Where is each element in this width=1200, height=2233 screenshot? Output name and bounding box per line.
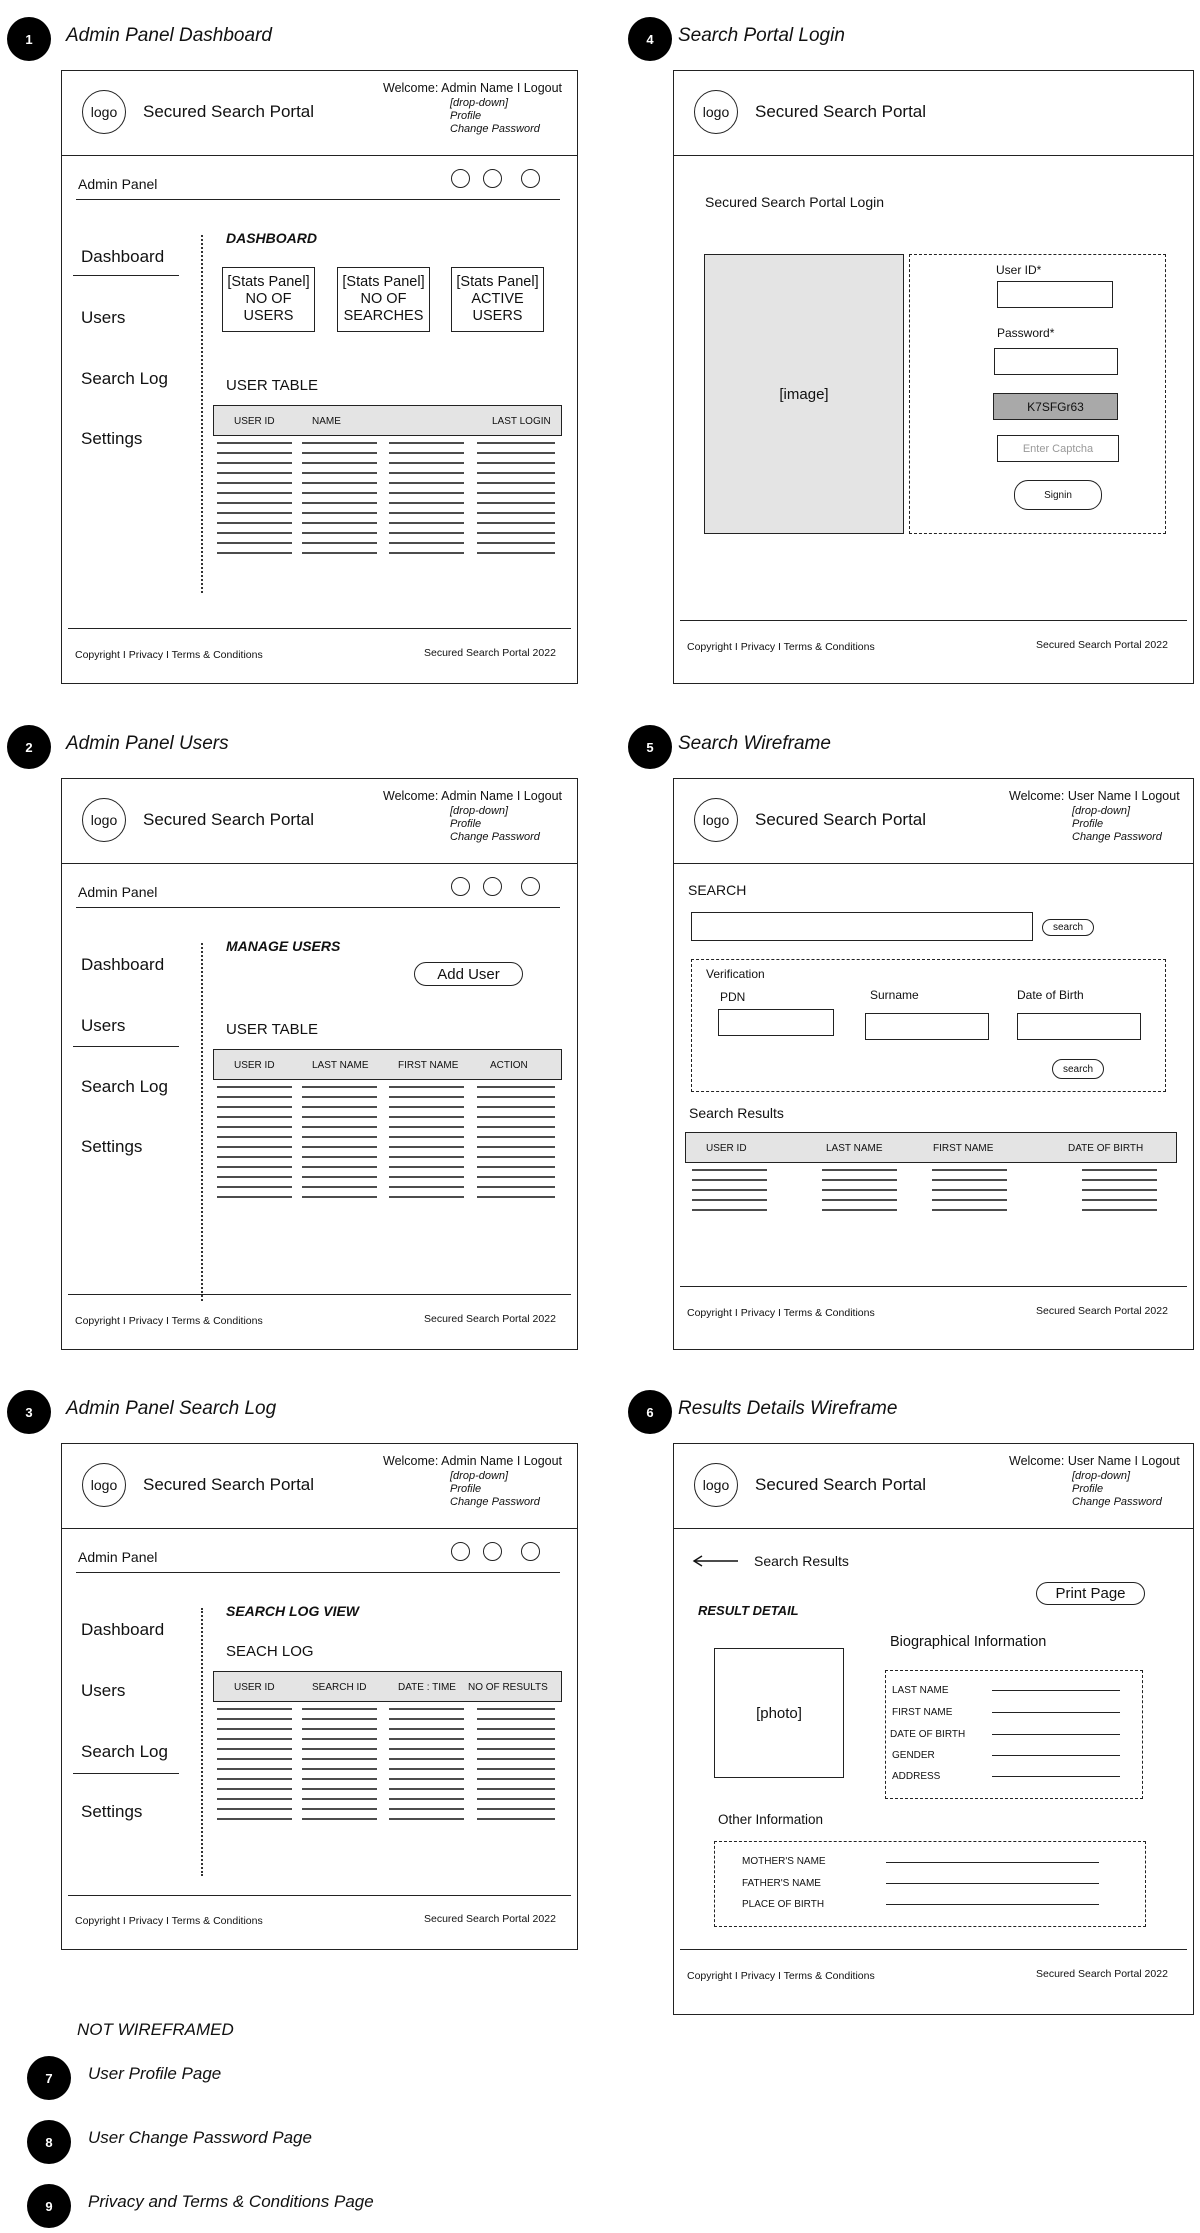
- results-rows-placeholder: [692, 1168, 1172, 1228]
- footer-links[interactable]: Copyright I Privacy I Terms & Conditions: [75, 1315, 263, 1327]
- active-nav-underline: [73, 1046, 179, 1047]
- verification-label: Verification: [706, 967, 765, 981]
- section-2-title: Admin Panel Users: [66, 733, 229, 754]
- bio-field-label: DATE OF BIRTH: [890, 1729, 966, 1740]
- footer-divider: [680, 620, 1187, 621]
- column-header: DATE OF BIRTH: [1068, 1143, 1144, 1154]
- other-field-label: FATHER'S NAME: [742, 1878, 821, 1889]
- pdn-label: PDN: [720, 990, 746, 1004]
- bio-field-value-line: [992, 1755, 1120, 1756]
- sidebar-separator: [201, 1608, 203, 1876]
- logo: logo: [694, 1463, 738, 1507]
- column-header: ACTION: [490, 1060, 528, 1071]
- admin-bar-divider: [76, 1572, 560, 1573]
- sidebar-item-users[interactable]: Users: [81, 1681, 126, 1700]
- change-password-link[interactable]: Change Password: [1072, 831, 1162, 843]
- footer-brand: Secured Search Portal 2022: [424, 1913, 556, 1925]
- footer-links[interactable]: Copyright I Privacy I Terms & Conditions: [687, 641, 875, 653]
- stats-panel-active-users: [Stats Panel] ACTIVE USERS: [451, 267, 544, 332]
- other-field-value-line: [886, 1862, 1099, 1863]
- portal-name: Secured Search Portal: [143, 810, 315, 829]
- sidebar-separator: [201, 235, 203, 593]
- header-divider: [674, 1528, 1193, 1529]
- section-6-title: Results Details Wireframe: [678, 1398, 898, 1419]
- window-circle-button[interactable]: [483, 1542, 502, 1561]
- column-header: USER ID: [706, 1143, 747, 1154]
- dropdown-label: [drop-down]: [1072, 805, 1131, 817]
- bio-field-value-line: [992, 1776, 1120, 1777]
- user-id-input[interactable]: [997, 281, 1113, 308]
- admin-users-frame: [61, 778, 578, 1350]
- column-header: LAST NAME: [826, 1143, 883, 1154]
- footer-divider: [68, 1895, 571, 1896]
- verify-search-button[interactable]: search: [1052, 1059, 1104, 1079]
- password-input[interactable]: [994, 348, 1118, 375]
- sidebar-item-dashboard[interactable]: Dashboard: [81, 247, 165, 266]
- change-password-link[interactable]: Change Password: [450, 831, 540, 843]
- dropdown-label: [drop-down]: [1072, 1470, 1131, 1482]
- stats-panel-searches: [Stats Panel] NO OF SEARCHES: [337, 267, 430, 332]
- window-circle-button[interactable]: [521, 1542, 540, 1561]
- admin-panel-label: Admin Panel: [78, 176, 158, 192]
- column-header: USER ID: [234, 1060, 275, 1071]
- column-header: NO OF RESULTS: [468, 1682, 548, 1693]
- captcha-image: K7SFGr63: [993, 393, 1118, 420]
- sidebar-item-dashboard[interactable]: Dashboard: [81, 1620, 165, 1639]
- welcome-logout-link[interactable]: Welcome: Admin Name I Logout: [383, 789, 563, 803]
- logo: logo: [82, 1463, 126, 1507]
- password-label: Password*: [997, 326, 1055, 340]
- header-divider: [62, 1528, 577, 1529]
- sidebar-item-settings[interactable]: Settings: [81, 1802, 143, 1821]
- dropdown-label: [drop-down]: [450, 805, 509, 817]
- photo-placeholder: [photo]: [714, 1648, 844, 1778]
- dropdown-label: [drop-down]: [450, 1470, 509, 1482]
- other-field-value-line: [886, 1883, 1099, 1884]
- column-header: LAST LOGIN: [492, 416, 551, 427]
- results-table-header: [685, 1132, 1177, 1163]
- column-header: USER ID: [234, 416, 275, 427]
- window-circle-button[interactable]: [483, 169, 502, 188]
- footer-divider: [68, 1294, 571, 1295]
- login-image-placeholder: [image]: [704, 254, 904, 534]
- table-rows-placeholder: [217, 1085, 562, 1215]
- change-password-link[interactable]: Change Password: [450, 123, 540, 135]
- bio-field-label: FIRST NAME: [892, 1707, 953, 1718]
- portal-name: Secured Search Portal: [755, 1475, 927, 1494]
- header-divider: [674, 155, 1193, 156]
- table-title: SEACH LOG: [226, 1643, 314, 1660]
- sidebar-separator: [201, 943, 203, 1301]
- footer-divider: [680, 1286, 1187, 1287]
- table-rows-placeholder: [217, 1707, 562, 1837]
- footer-brand: Secured Search Portal 2022: [424, 647, 556, 659]
- column-header: FIRST NAME: [933, 1143, 994, 1154]
- footer-brand: Secured Search Portal 2022: [1036, 639, 1168, 651]
- admin-dashboard-frame: [61, 70, 578, 684]
- not-wireframed-item: User Profile Page: [88, 2064, 222, 2083]
- portal-name: Secured Search Portal: [755, 810, 927, 829]
- window-circle-button[interactable]: [521, 877, 540, 896]
- admin-search-log-frame: [61, 1443, 578, 1950]
- column-header: USER ID: [234, 1682, 275, 1693]
- captcha-input[interactable]: Enter Captcha: [997, 435, 1119, 462]
- welcome-logout-link[interactable]: Welcome: Admin Name I Logout: [383, 1454, 563, 1468]
- footer-divider: [68, 628, 571, 629]
- section-6-badge: 6: [628, 1390, 672, 1434]
- search-label: SEARCH: [688, 882, 747, 898]
- section-1-badge: 1: [7, 17, 51, 61]
- table-title: USER TABLE: [226, 1021, 318, 1038]
- active-nav-underline: [73, 1773, 179, 1774]
- page-title: DASHBOARD: [226, 230, 317, 246]
- section-2-badge: 2: [7, 725, 51, 769]
- footer-links[interactable]: Copyright I Privacy I Terms & Conditions: [75, 1915, 263, 1927]
- dob-input[interactable]: [1017, 1013, 1141, 1040]
- footer-links[interactable]: Copyright I Privacy I Terms & Conditions: [687, 1970, 875, 1982]
- table-rows-placeholder: [217, 441, 562, 561]
- surname-label: Surname: [870, 988, 919, 1002]
- sidebar-item-search-log[interactable]: Search Log: [81, 1742, 168, 1761]
- profile-link[interactable]: Profile: [1072, 818, 1104, 830]
- profile-link[interactable]: Profile: [450, 110, 482, 122]
- search-input[interactable]: [691, 912, 1033, 941]
- bio-field-value-line: [992, 1690, 1120, 1691]
- other-field-label: PLACE OF BIRTH: [742, 1899, 825, 1910]
- sidebar-item-users[interactable]: Users: [81, 1016, 126, 1035]
- portal-name: Secured Search Portal: [143, 1475, 315, 1494]
- window-circle-button[interactable]: [451, 169, 470, 188]
- section-5-badge: 5: [628, 725, 672, 769]
- sidebar-item-search-log[interactable]: Search Log: [81, 1077, 168, 1096]
- print-page-button[interactable]: Print Page: [1036, 1582, 1145, 1605]
- sidebar-item-settings[interactable]: Settings: [81, 1137, 143, 1156]
- table-header: [213, 405, 562, 436]
- welcome-logout-link[interactable]: Welcome: User Name I Logout: [1009, 789, 1180, 803]
- section-5-title: Search Wireframe: [678, 733, 831, 754]
- window-circle-button[interactable]: [521, 169, 540, 188]
- bio-title: Biographical Information: [890, 1634, 1047, 1650]
- search-button[interactable]: search: [1042, 919, 1094, 936]
- portal-name: Secured Search Portal: [755, 102, 927, 121]
- signin-button[interactable]: Signin: [1014, 480, 1102, 510]
- result-details-frame: [673, 1443, 1194, 2015]
- section-3-badge: 3: [7, 1390, 51, 1434]
- logo: logo: [694, 90, 738, 134]
- other-field-value-line: [886, 1904, 1099, 1905]
- column-header: DATE : TIME: [398, 1682, 456, 1693]
- active-nav-underline: [73, 275, 179, 276]
- column-header: SEARCH ID: [312, 1682, 367, 1693]
- back-arrow-icon[interactable]: [692, 1554, 740, 1568]
- login-frame: [673, 70, 1194, 684]
- profile-link[interactable]: Profile: [450, 818, 482, 830]
- user-id-label: User ID*: [996, 263, 1042, 277]
- item-9-badge: 9: [27, 2184, 71, 2228]
- other-field-label: MOTHER'S NAME: [742, 1856, 826, 1867]
- results-title: Search Results: [689, 1105, 784, 1121]
- section-4-badge: 4: [628, 17, 672, 61]
- welcome-logout-link[interactable]: Welcome: User Name I Logout: [1009, 1454, 1180, 1468]
- page-title: RESULT DETAIL: [698, 1603, 799, 1618]
- page-title: MANAGE USERS: [226, 938, 341, 954]
- logo: logo: [694, 798, 738, 842]
- table-title: USER TABLE: [226, 377, 318, 394]
- portal-name: Secured Search Portal: [143, 102, 315, 121]
- dob-label: Date of Birth: [1017, 988, 1084, 1002]
- section-3-title: Admin Panel Search Log: [66, 1398, 277, 1419]
- window-circle-button[interactable]: [451, 1542, 470, 1561]
- footer-divider: [680, 1949, 1187, 1950]
- item-7-badge: 7: [27, 2056, 71, 2100]
- column-header: FIRST NAME: [398, 1060, 459, 1071]
- bio-field-label: ADDRESS: [892, 1771, 941, 1782]
- profile-link[interactable]: Profile: [1072, 1483, 1104, 1495]
- header-divider: [62, 863, 577, 864]
- back-to-results-link[interactable]: Search Results: [754, 1553, 849, 1569]
- header-divider: [674, 863, 1193, 864]
- table-header: [213, 1049, 562, 1080]
- profile-link[interactable]: Profile: [450, 1483, 482, 1495]
- footer-brand: Secured Search Portal 2022: [1036, 1968, 1168, 1980]
- sidebar-item-dashboard[interactable]: Dashboard: [81, 955, 165, 974]
- admin-panel-label: Admin Panel: [78, 884, 158, 900]
- stats-panel-users: [Stats Panel] NO OF USERS: [222, 267, 315, 332]
- footer-links[interactable]: Copyright I Privacy I Terms & Conditions: [75, 649, 263, 661]
- section-4-title: Search Portal Login: [678, 25, 845, 46]
- welcome-logout-link[interactable]: Welcome: Admin Name I Logout: [383, 81, 563, 95]
- window-circle-button[interactable]: [451, 877, 470, 896]
- admin-bar-divider: [76, 907, 560, 908]
- change-password-link[interactable]: Change Password: [1072, 1496, 1162, 1508]
- logo: logo: [82, 90, 126, 134]
- column-header: LAST NAME: [312, 1060, 369, 1071]
- footer-brand: Secured Search Portal 2022: [424, 1313, 556, 1325]
- not-wireframed-item: User Change Password Page: [88, 2128, 312, 2147]
- section-1-title: Admin Panel Dashboard: [66, 25, 272, 46]
- dropdown-label: [drop-down]: [450, 97, 509, 109]
- bio-field-label: GENDER: [892, 1750, 935, 1761]
- window-circle-button[interactable]: [483, 877, 502, 896]
- not-wireframed-item: Privacy and Terms & Conditions Page: [88, 2192, 374, 2211]
- login-title: Secured Search Portal Login: [705, 194, 884, 210]
- admin-bar-divider: [76, 199, 560, 200]
- search-frame: [673, 778, 1194, 1350]
- header-divider: [62, 155, 577, 156]
- not-wireframed-title: NOT WIREFRAMED: [77, 2020, 234, 2039]
- bio-field-value-line: [992, 1712, 1120, 1713]
- change-password-link[interactable]: Change Password: [450, 1496, 540, 1508]
- footer-links[interactable]: Copyright I Privacy I Terms & Conditions: [687, 1307, 875, 1319]
- other-info-title: Other Information: [718, 1812, 824, 1827]
- surname-input[interactable]: [865, 1013, 989, 1040]
- column-header: NAME: [312, 416, 341, 427]
- table-header: [213, 1671, 562, 1702]
- pdn-input[interactable]: [718, 1009, 834, 1036]
- footer-brand: Secured Search Portal 2022: [1036, 1305, 1168, 1317]
- bio-field-value-line: [992, 1734, 1120, 1735]
- sidebar-item-settings[interactable]: Settings: [81, 429, 143, 448]
- sidebar-item-search-log[interactable]: Search Log: [81, 369, 168, 388]
- add-user-button[interactable]: Add User: [414, 962, 523, 986]
- page-title: SEARCH LOG VIEW: [226, 1603, 360, 1619]
- sidebar-item-users[interactable]: Users: [81, 308, 126, 327]
- admin-panel-label: Admin Panel: [78, 1549, 158, 1565]
- item-8-badge: 8: [27, 2120, 71, 2164]
- bio-field-label: LAST NAME: [892, 1685, 949, 1696]
- logo: logo: [82, 798, 126, 842]
